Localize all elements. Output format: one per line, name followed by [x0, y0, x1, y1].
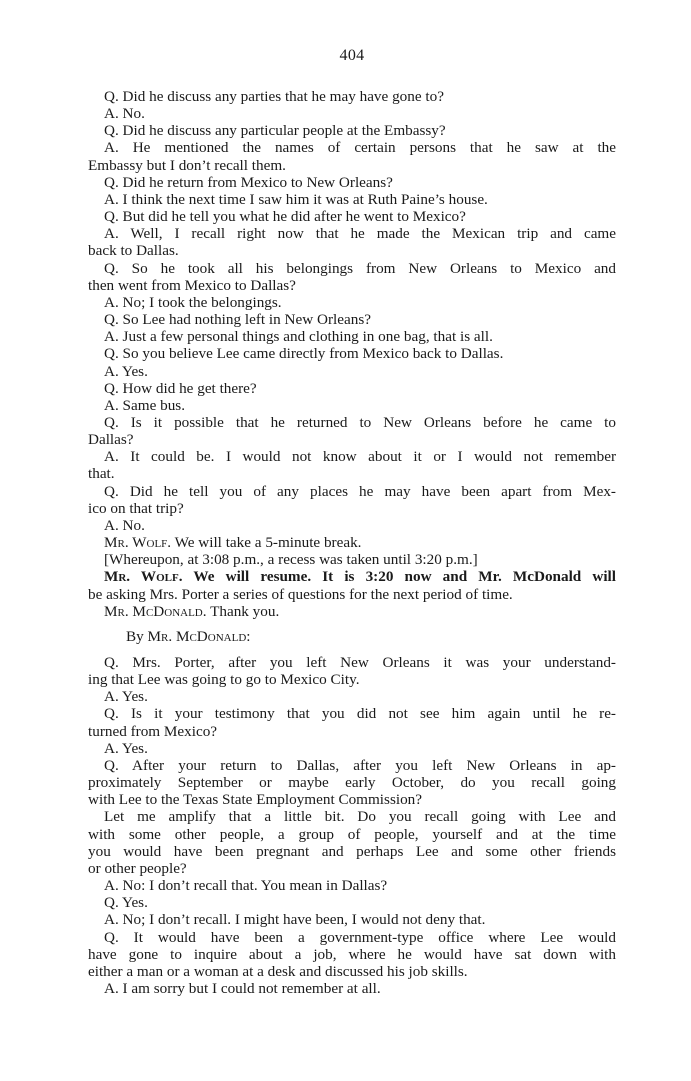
- text-line: A. Just a few personal things and clothing in one bag, that is all.: [104, 328, 493, 346]
- text-line: with some other people, a group of people, yourself and at the time: [88, 825, 616, 843]
- text-line: A. No: I don’t recall that. You mean in Dallas?: [104, 877, 388, 895]
- text-line: then went from Mexico to Dallas?: [88, 276, 296, 294]
- text-line: either a man or a woman at a desk and discussed his job skills.: [88, 962, 468, 980]
- examination-by-line: [88, 628, 616, 645]
- text-line: Q. Is it your testimony that you did not see him again until he re-: [104, 705, 616, 723]
- text-line: A. No.: [104, 516, 145, 534]
- text-line: A. I think the next time I saw him it was at Ruth Paine’s house.: [104, 190, 488, 208]
- by-line-name: Mr. McDonald: [147, 627, 247, 645]
- text-line: Q. So he took all his belongings from New Orleans to Mexico and: [104, 259, 616, 277]
- by-line-prefix: By: [126, 627, 144, 645]
- text-line: Embassy but I don’t recall them.: [88, 156, 286, 174]
- text-line: A. I am sorry but I could not remember at all.: [104, 979, 381, 997]
- text-line: A. No.: [104, 105, 145, 123]
- wolf-resume-line-2: be asking Mrs. Porter a series of questions for the next period of time.: [88, 585, 513, 603]
- text-line: Q. After your return to Dallas, after you left New Orleans in ap-: [104, 756, 616, 774]
- wolf-resume-line-1: [88, 568, 616, 585]
- text-line: Q. Mrs. Porter, after you left New Orleans it was your understand-: [104, 654, 616, 671]
- text-line: Q. So you believe Lee came directly from Mexico back to Dallas.: [104, 345, 504, 363]
- text-line: that.: [88, 465, 115, 483]
- wolf-break-line: [88, 534, 616, 551]
- page-number: 404: [339, 47, 365, 64]
- speaker-wolf: Mr. Wolf.: [104, 534, 172, 552]
- text-line: A. Well, I recall right now that he made the Mexican trip and came: [104, 225, 616, 243]
- speaker-wolf-resume: Mr. Wolf.: [104, 568, 183, 586]
- recess-note: [Whereupon, at 3:08 p.m., a recess was taken until 3:20 p.m.]: [104, 551, 478, 569]
- text-line: A. Same bus.: [104, 396, 185, 414]
- testimony-block-1: [88, 88, 616, 534]
- text-line: Q. Did he return from Mexico to New Orleans?: [104, 173, 393, 191]
- wolf-resume-text-1: We will resume. It is 3:20 now and Mr. McDonald will: [193, 568, 616, 586]
- text-line: you would have been pregnant and perhaps Lee and some other friends: [88, 842, 616, 860]
- text-line: Q. It would have been a government-type office where Lee would: [104, 928, 616, 946]
- text-line: with Lee to the Texas State Employment Commission?: [88, 791, 422, 809]
- text-line: or other people?: [88, 859, 187, 877]
- text-line: A. It could be. I would not know about it or I would not remember: [104, 448, 616, 466]
- text-line: back to Dallas.: [88, 242, 179, 260]
- text-line: A. No; I don’t recall. I might have been, I would not deny that.: [104, 911, 486, 929]
- speaker-mcdonald: Mr. McDonald.: [104, 602, 207, 620]
- text-line: proximately September or maybe early October, do you recall going: [88, 774, 616, 792]
- text-line: A. No; I took the belongings.: [104, 293, 282, 311]
- document-page: [88, 46, 616, 997]
- testimony-block-2: [88, 654, 616, 997]
- text-line: A. Yes.: [104, 362, 148, 380]
- text-line: Q. How did he get there?: [104, 379, 257, 397]
- text-line: Q. Did he tell you of any places he may have been apart from Mex-: [104, 482, 616, 500]
- text-line: Let me amplify that a little bit. Do you recall going with Lee and: [104, 808, 616, 826]
- text-line: Dallas?: [88, 431, 134, 449]
- text-line: have gone to inquire about a job, where he would have sat down with: [88, 945, 616, 963]
- text-line: A. Yes.: [104, 688, 148, 706]
- text-line: A. Yes.: [104, 739, 148, 757]
- text-line: Q. Did he discuss any particular people at the Embassy?: [104, 122, 446, 140]
- text-line: ico on that trip?: [88, 499, 184, 517]
- text-line: Q. Did he discuss any parties that he may have gone to?: [104, 88, 444, 105]
- text-line: Q. So Lee had nothing left in New Orleans?: [104, 311, 371, 329]
- text-line: A. He mentioned the names of certain persons that he saw at the: [104, 139, 616, 157]
- text-line: turned from Mexico?: [88, 722, 218, 740]
- mcdonald-thanks-line: [88, 603, 616, 620]
- by-line-suffix: :: [246, 627, 251, 645]
- wolf-break-text: We will take a 5-minute break.: [174, 534, 362, 552]
- text-line: Q. But did he tell you what he did after he went to Mexico?: [104, 208, 466, 226]
- text-line: ing that Lee was going to go to Mexico City.: [88, 671, 360, 689]
- mcdonald-thanks-text: Thank you.: [210, 602, 280, 620]
- text-line: Q. Yes.: [104, 894, 148, 912]
- text-line: Q. Is it possible that he returned to New Orleans before he came to: [104, 413, 616, 431]
